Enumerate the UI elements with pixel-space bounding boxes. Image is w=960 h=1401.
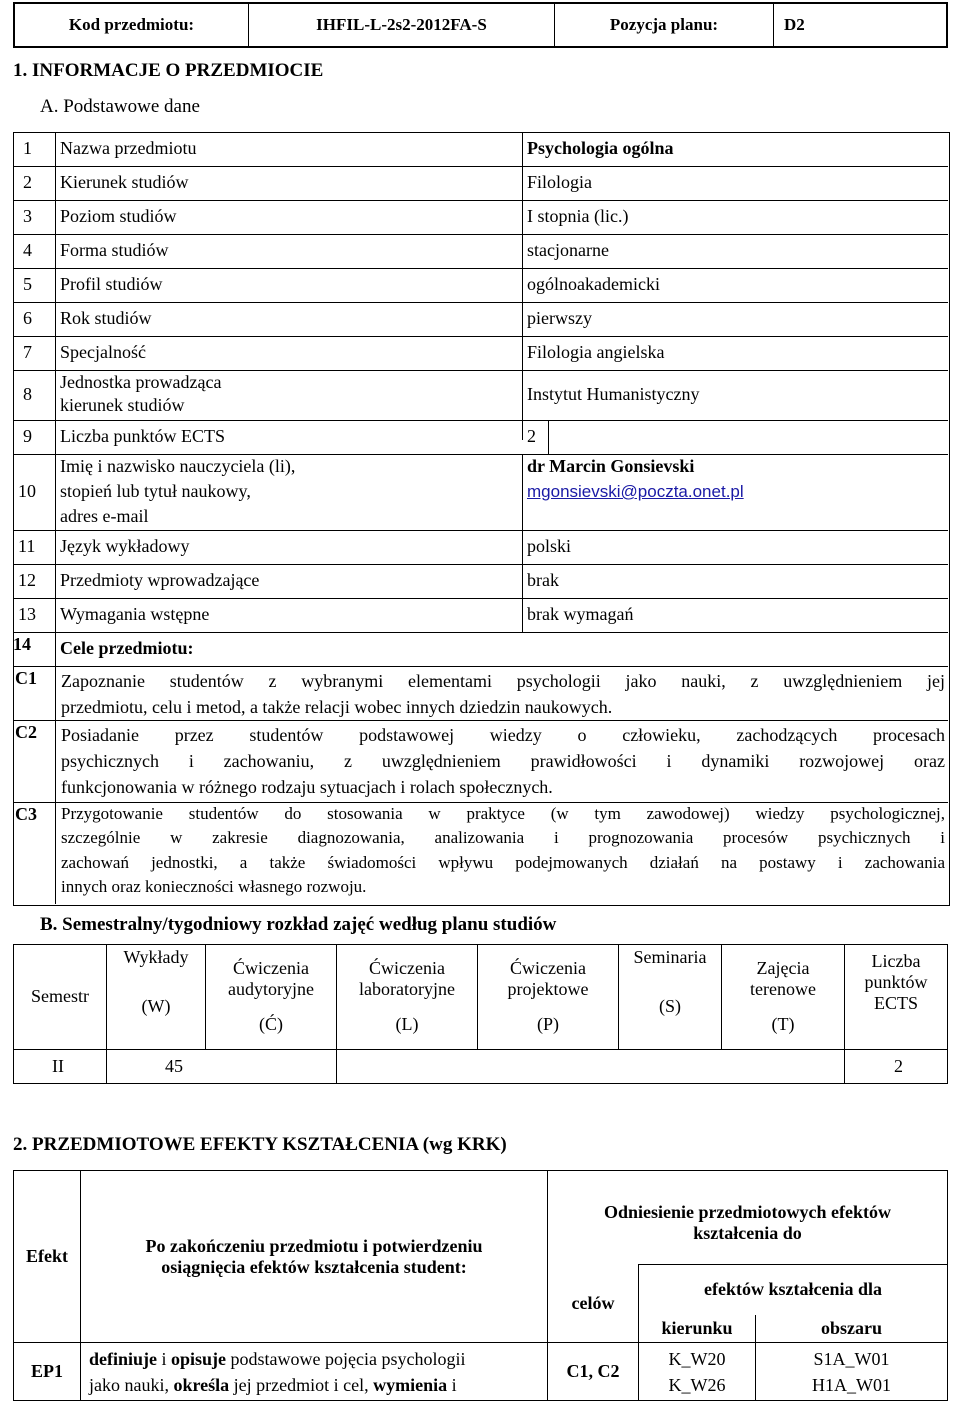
objective-text: funkcjonowania w różnego rodzaju sytuacjach i rolach społecznych. [61, 777, 553, 797]
header-cw-aud: Ćwiczenia audytoryjne (Ć) [206, 945, 337, 1050]
table-row [13, 420, 948, 455]
cell-empty [337, 1049, 845, 1083]
row-value: polski [527, 536, 572, 556]
objective-text: przedmiotu, celu i metod, a także relacji wobec innych dziedzin naukowych. [61, 697, 613, 717]
header-efekt: Efekt [14, 1171, 81, 1343]
objective-text: psychicznych i zachowaniu, z uwzględnieniem prawidłowości i dynamiki rozwojowej oraz [61, 751, 945, 771]
semester-schedule-table [13, 944, 948, 1084]
objective-text: Zapoznanie studentów z wybranymi elementami psychologii jako nauki, z uwzględnieniem jej [61, 671, 945, 691]
table-row [13, 132, 948, 167]
row-number: 2 [23, 172, 32, 192]
column-divider [548, 420, 549, 454]
objective-c3 [13, 802, 948, 904]
row-number: 1 [23, 138, 32, 158]
effect-kierunek-refs: K_W20 K_W26 [639, 1343, 756, 1401]
section-2-title: 2. PRZEDMIOTOWE EFEKTY KSZTAŁCENIA (wg KRK) [13, 1134, 507, 1155]
table-row [13, 530, 948, 565]
teacher-email-link[interactable]: mgonsievski@poczta.onet.pl [527, 482, 744, 501]
objective-text: szczególnie w zakresie diagnozowania, analizowania i prognozowania procesów psychicznych i [61, 828, 945, 847]
row-value: brak wymagań [527, 604, 634, 624]
row-value: pierwszy [527, 308, 592, 328]
row-value: stacjonarne [527, 240, 609, 260]
cell-semestr: II [14, 1049, 107, 1083]
header-zajecia: Zajęcia terenowe (T) [722, 945, 845, 1050]
row-label: Język wykładowy [60, 536, 190, 556]
position-value: D2 [774, 3, 948, 47]
row-label: Przedmioty wprowadzające [60, 570, 260, 590]
row-label: Profil studiów [60, 274, 163, 294]
row-number: 11 [18, 536, 36, 556]
row-number: 9 [23, 426, 32, 446]
row-label: Poziom studiów [60, 206, 177, 226]
header-ects: Liczba punktów ECTS [845, 945, 948, 1050]
table-row [13, 370, 948, 421]
position-label: Pozycja planu: [555, 3, 774, 47]
objective-c1 [13, 666, 948, 721]
header-seminaria: Seminaria (S) [619, 945, 722, 1050]
header-semestr: Semestr [14, 945, 107, 1050]
section-1-title: 1. INFORMACJE O PRZEDMIOCIE [13, 60, 324, 81]
row-label: Liczba punktów ECTS [60, 426, 225, 446]
teacher-name: dr Marcin Gonsievski [527, 456, 695, 476]
effect-id: EP1 [14, 1343, 81, 1401]
row-label: Wymagania wstępne [60, 604, 210, 624]
row-number: 3 [23, 206, 32, 226]
header-cw-proj: Ćwiczenia projektowe (P) [478, 945, 619, 1050]
row-number: 5 [23, 274, 32, 294]
table-row [13, 234, 948, 269]
header-reference: Odniesienie przedmiotowych efektów kształcenia do [548, 1171, 948, 1265]
row-label: Imię i nazwisko nauczyciela (li), [60, 456, 296, 476]
table-row [13, 268, 948, 303]
effect-description: definiuje i opisuje podstawowe pojęcia psychologii jako nauki, określa jej przedmiot i cel, wymienia i [81, 1343, 548, 1401]
cell-ects: 2 [845, 1049, 948, 1083]
cell-wyklady: 45 [107, 1049, 337, 1083]
row-label: Rok studiów [60, 308, 152, 328]
header-obszaru: obszaru [756, 1315, 948, 1343]
row-number: 12 [18, 570, 36, 590]
row-label: Specjalność [60, 342, 146, 362]
section-a-title: A. Podstawowe dane [40, 96, 200, 117]
table-row [13, 200, 948, 235]
code-value: IHFIL-L-2s2-2012FA-S [249, 3, 555, 47]
row-value: Filologia angielska [527, 342, 665, 362]
header-wyklady: Wykłady (W) [107, 945, 206, 1050]
objective-text: innych oraz konieczności własnego rozwoju. [61, 877, 367, 896]
objective-id: C1 [15, 668, 37, 688]
column-divider [522, 132, 523, 440]
row-value: I stopnia (lic.) [527, 206, 629, 226]
objective-text: Posiadanie przez studentów podstawowej wiedzy o człowieku, zachodzących procesach [61, 725, 945, 745]
effect-obszar-refs: S1A_W01 H1A_W01 [756, 1343, 948, 1401]
section-b-title: B. Semestralny/tygodniowy rozkład zajęć według planu studiów [40, 914, 557, 935]
table-row [13, 632, 948, 667]
row-number: 10 [18, 481, 36, 501]
row-label: stopień lub tytuł naukowy, [60, 481, 251, 501]
header-cw-lab: Ćwiczenia laboratoryjne (L) [337, 945, 478, 1050]
row-value: Filologia [527, 172, 593, 192]
row-number: 7 [23, 342, 32, 362]
objective-id: C2 [15, 722, 37, 742]
row-number: 13 [18, 604, 36, 624]
row-label: Forma studiów [60, 240, 169, 260]
row-number: 8 [23, 384, 32, 404]
row-number: 14 [13, 634, 31, 654]
row-value: 2 [527, 426, 536, 446]
row-label: Jednostka prowadząca [60, 372, 222, 392]
table-row [13, 166, 948, 201]
row-value: Instytut Humanistyczny [527, 384, 700, 404]
objective-c2 [13, 720, 948, 803]
row-label: kierunek studiów [60, 395, 185, 415]
objective-id: C3 [15, 804, 37, 824]
header-celow: celów [548, 1265, 639, 1343]
row-label: Kierunek studiów [60, 172, 189, 192]
table-row [13, 564, 948, 599]
row-label: Nazwa przedmiotu [60, 138, 197, 158]
course-name-value: Psychologia ogólna [527, 138, 674, 158]
table-row [13, 454, 948, 531]
column-divider [522, 454, 523, 632]
header-description: Po zakończeniu przedmiotu i potwierdzeniu osiągnięcia efektów kształcenia student: [81, 1171, 548, 1343]
row-label: adres e-mail [60, 506, 149, 526]
objectives-heading: Cele przedmiotu: [60, 638, 194, 658]
code-label: Kod przedmiotu: [14, 3, 249, 47]
header-kierunku: kierunku [639, 1315, 756, 1343]
row-number: 4 [23, 240, 32, 260]
learning-outcomes-table [13, 1170, 948, 1401]
table-row [13, 598, 948, 633]
header-efektow-dla: efektów kształcenia dla [639, 1265, 948, 1315]
objective-text: Przygotowanie studentów do stosowania w praktyce (w tym zawodowej) wiedzy psychologicznej, [61, 804, 945, 823]
course-code-table [13, 2, 948, 48]
objective-text: zachowań jednostki, a także świadomości wpływu podejmowanych działań na postawy i zachowania [61, 853, 945, 872]
table-row [13, 302, 948, 337]
effect-goals: C1, C2 [548, 1343, 639, 1401]
row-value: ogólnoakademicki [527, 274, 660, 294]
row-number: 6 [23, 308, 32, 328]
row-value: brak [527, 570, 559, 590]
table-row [13, 336, 948, 371]
